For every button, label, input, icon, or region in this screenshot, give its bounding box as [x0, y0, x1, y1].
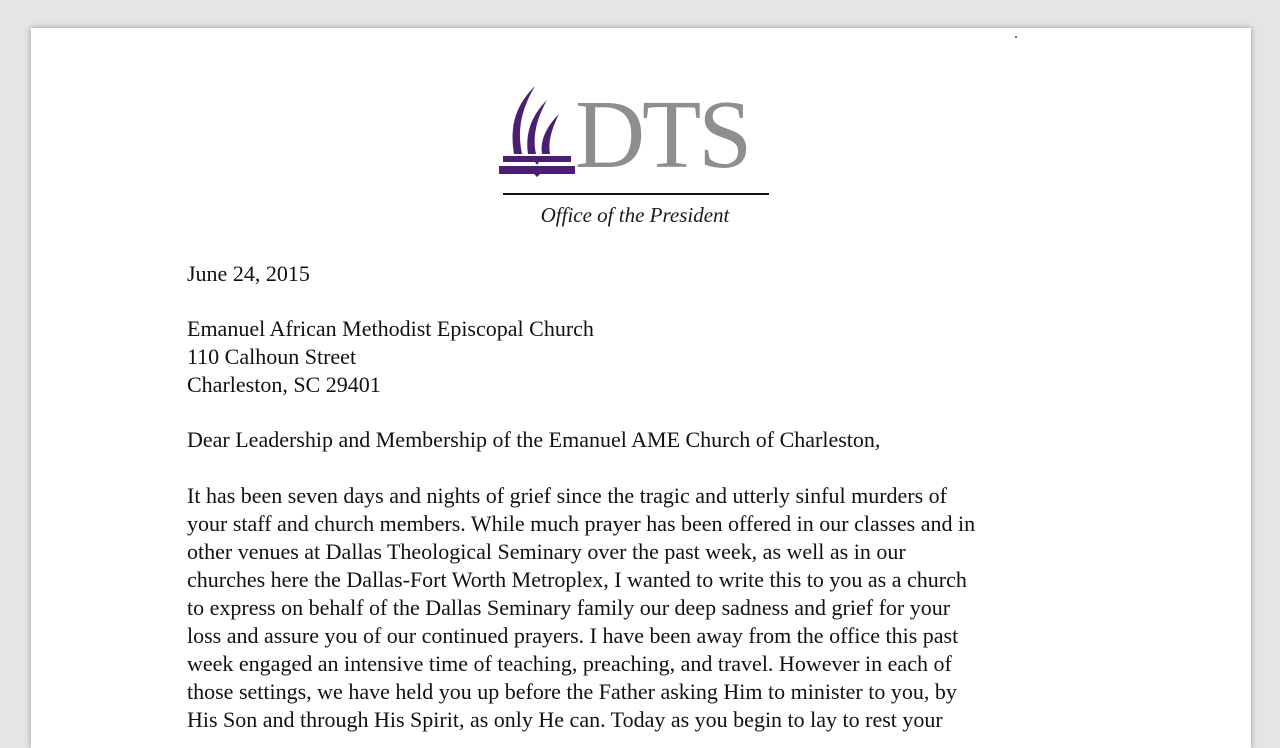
salutation: Dear Leadership and Membership of the Emanuel AME Church of Charleston,	[187, 427, 881, 452]
letterhead-rule	[503, 193, 769, 195]
paragraph-line: His Son and through His Spirit, as only He can. Today as you begin to lay to rest your	[187, 707, 943, 732]
recipient-name: Emanuel African Methodist Episcopal Church	[187, 316, 594, 341]
paragraph-line: It has been seven days and nights of grief since the tragic and utterly sinful murders of	[187, 483, 947, 508]
letter-date: June 24, 2015	[187, 261, 310, 286]
paragraph-line: week engaged an intensive time of teaching, preaching, and travel. However in each of	[187, 651, 952, 676]
paragraph-line: your staff and church members. While much prayer has been offered in our classes and in	[187, 511, 976, 536]
scan-speck	[1015, 36, 1017, 38]
letter-page	[31, 28, 1251, 748]
recipient-street: 110 Calhoun Street	[187, 344, 357, 369]
dts-flame-bible-logo-icon	[499, 86, 575, 178]
recipient-address	[187, 315, 1087, 399]
letterhead	[499, 81, 771, 236]
paragraph-line: to express on behalf of the Dallas Seminary family our deep sadness and grief for your	[187, 595, 951, 620]
paragraph-line: churches here the Dallas-Fort Worth Metroplex, I wanted to write this to you as a church	[187, 567, 967, 592]
office-title: Office of the President	[540, 203, 730, 227]
paragraph-line: loss and assure you of our continued prayers. I have been away from the office this past	[187, 623, 959, 648]
recipient-city: Charleston, SC 29401	[187, 372, 381, 397]
dts-wordmark: DTS	[575, 81, 750, 188]
paragraph-line: other venues at Dallas Theological Seminary over the past week, as well as in our	[187, 539, 906, 564]
body-paragraph	[187, 482, 1087, 734]
paragraph-line: those settings, we have held you up before the Father asking Him to minister to you, by	[187, 679, 957, 704]
